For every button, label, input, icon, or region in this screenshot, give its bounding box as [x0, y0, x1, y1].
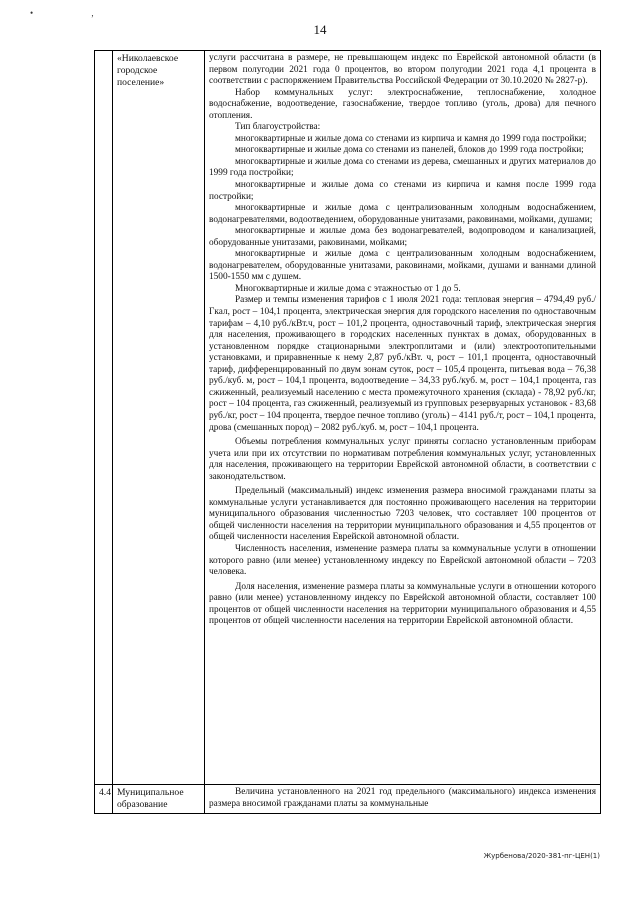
- paragraph: многоквартирные и жилые дома без водонагревателей, водопроводом и канализацией, оборудованные унитазами, раковинами, мойками;: [209, 226, 596, 248]
- paragraph: многоквартирные и жилые дома с централизованным холодным водоснабжением, водонагревателем, оборудованные унитазами, раковинами, мойками, душами и ваннами длиной 1500-1550 мм с душем.: [209, 249, 596, 283]
- row-number: 4.4: [95, 785, 113, 814]
- tariff-table: [94, 50, 601, 814]
- paragraph: многоквартирные и жилые дома со стенами из дерева, смешанных и других материалов до 1999 года постройки;: [209, 156, 596, 179]
- table-row: [95, 51, 601, 785]
- document-footer-code: Журбенова/2020-381-пг-ЦЕН(1): [483, 852, 600, 860]
- paragraph: Набор коммунальных услуг: электроснабжение, теплоснабжение, холодное водоснабжение, водоотведение, газоснабжение, твердое топливо (уголь, дрова) для печного отопления.: [209, 87, 596, 121]
- paragraph: многоквартирные и жилые дома со стенами из кирпича и камня после 1999 года постройки;: [209, 180, 596, 202]
- page-number: 14: [313, 22, 327, 37]
- paragraph: Размер и темпы изменения тарифов с 1 июля 2021 года: тепловая энергия – 4794,49 руб./Гкал, рост – 104,1 процента, электрическая энергия для городского населения по одноставочным тарифам – 4,10 руб./кВт.ч, рост – 101,2 процента, одноставочный тариф, электрическая энергия для населения, проживающего в городских населенных пунктах в домах, оборудованных в установленном порядке стационарными электроплитами и (или) электроотопительными установками, и приравненные к нему 2,87 руб./кВт. ч, рост – 101,1 процента, одноставочный тариф, дифференцированный по двум зонам суток, рост – 105,4 процента, питьевая вода – 76,38 руб./куб. м, рост – 104,1 процента, водоотведение – 34,33 руб./куб. м, рост – 104,1 процента, газ сжиженный, реализуемый населению с места промежуточного хранения (склада) - 78,92 руб./кг, рост – 104 процента, газ сжиженный, реализуемый из групповых резервуарных установок - 83,68 руб./кг, рост – 104 процента, твердое печное топливо (уголь) – 4141 руб./т, рост – 104,1 процента, дрова (смешанных пород) – 2082 руб./куб. м, рост – 104,1 процента.: [209, 295, 596, 433]
- paragraph: Величина установленного на 2021 год предельного (максимального) индекса изменения размера вносимой гражданами платы за коммунальные: [209, 787, 596, 809]
- table-row: [95, 785, 601, 814]
- scan-marks: • ,: [30, 8, 122, 18]
- paragraph: многоквартирные и жилые дома со стенами из панелей, блоков до 1999 года постройки;: [235, 145, 584, 156]
- paragraph: Численность населения, изменение размера платы за коммунальные услуги в отношении которого равно (или менее) установленному индексу по Еврейской автономной области – 7203 человека.: [209, 543, 596, 578]
- paragraph: многоквартирные и жилые дома со стенами из кирпича и камня до 1999 года постройки;: [235, 133, 587, 144]
- paragraph: услуги рассчитана в размере, не превышающем индекс по Еврейской автономной области (в первом полугодии 2021 года 0 процентов, во втором полугодии 2021 года 4,1 процента в соответствии с распоряжением Правительства Российской Федерации от 30.10.2020 № 2827-р).: [209, 53, 596, 87]
- paragraph: Многоквартирные и жилые дома с этажностью от 1 до 5.: [235, 283, 461, 294]
- row-description: [205, 51, 601, 785]
- paragraph: Предельный (максимальный) индекс изменения размера вносимой гражданами платы за коммунальные услуги устанавливается для постоянно проживающего населения на территории муниципального образования численностью 7203 человек, что составляет 100 процентов от общей численности населения на территории муниципального образования и 4,55 процентов от общей численности населения Еврейской автономной области.: [209, 486, 596, 543]
- paragraph: Объемы потребления коммунальных услуг приняты согласно установленным приборам учета или при их отсутствии по нормативам потребления коммунальных услуг, установленных для населения, проживающего на территории Еврейской автономной области, в соответствии с законодательством.: [209, 437, 596, 482]
- paragraph: Тип благоустройства:: [235, 122, 321, 133]
- row-description: [205, 785, 601, 814]
- municipality-name: Муниципальное образование: [113, 785, 205, 814]
- row-number: [95, 51, 113, 785]
- municipality-name: «Николаевское городское поселение»: [113, 51, 205, 785]
- paragraph: Доля населения, изменение размера платы за коммунальные услуги в отношении которого равно (или менее) установленному индексу по Еврейской автономной области, составляет 100 процентов от общей численности населения на территории муниципального образования и 4,55 процентов от общей численности населения на территории Еврейской автономной области.: [209, 581, 596, 627]
- paragraph: многоквартирные и жилые дома с централизованным холодным водоснабжением, водонагревателями, водоотведением, оборудованные унитазами, раковинами, мойками, душами;: [209, 203, 596, 225]
